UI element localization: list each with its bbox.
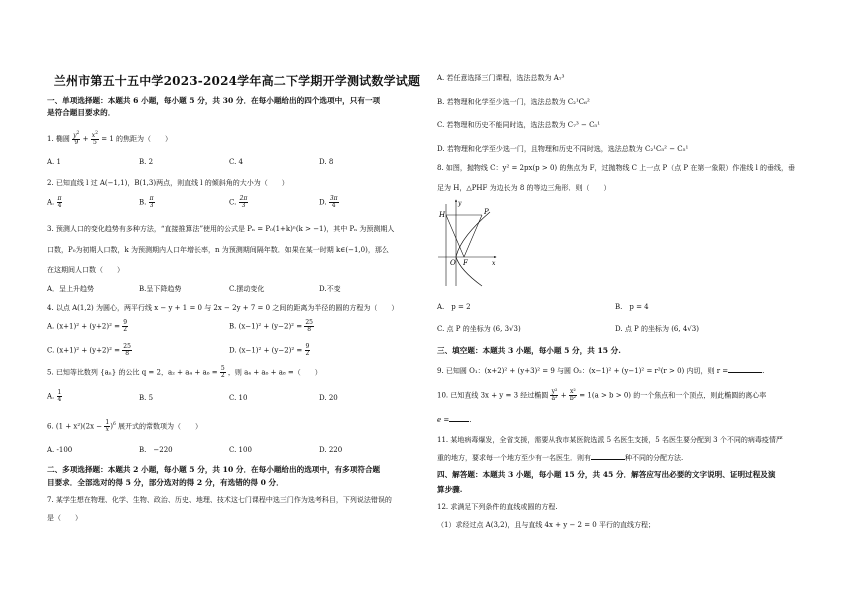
question-5: 5. 已知等比数列 {aₙ} 的公比 q = 2，a₂ + a₄ + a₆ = $\frac{5}{2}$ ，则 a₄ + a₆ + a₈ =（ ） bbox=[47, 365, 322, 379]
q1-suffix: 的焦距为（ ） bbox=[116, 135, 172, 143]
segment-hf bbox=[446, 215, 464, 257]
question-9: 9. 已知圆 O₁：(x+2)² + (y+3)² = 9 与圆 O₂：(x−1)² + (y−1)² = r²(r > 0) 内切，则 r = . bbox=[437, 367, 765, 375]
q7-option-a: A. 若任意选择三门课程，选法总数为 A₇³ bbox=[437, 74, 565, 82]
question-8-line-2: 足为 H，△PHF 为边长为 8 的等边三角形．则（ ） bbox=[437, 184, 611, 192]
q5-option-c: C. 10 bbox=[229, 394, 248, 402]
q2-option-c: C. $\frac{2\pi}{3}$ bbox=[229, 195, 248, 209]
question-8-line-1: 8. 如图，抛物线 C：y² = 2px(p > 0) 的焦点为 F，过抛物线 C 上一点 P（点 P 在第一象限）作准线 l 的垂线，垂 bbox=[437, 164, 796, 172]
q5-option-b: B. 5 bbox=[139, 394, 154, 402]
q3-option-b: B.呈下降趋势 bbox=[139, 285, 182, 293]
label-o: O bbox=[450, 259, 456, 267]
q6-option-c: C. 100 bbox=[229, 446, 252, 454]
parabola-curve bbox=[456, 212, 490, 286]
label-p: P bbox=[484, 208, 489, 216]
label-f: F bbox=[463, 259, 468, 267]
label-y: y bbox=[458, 200, 462, 207]
label-x: x bbox=[492, 260, 496, 267]
q4-option-d: D. (x−1)² + (y−2)² = $\frac{9}{2}$ bbox=[229, 343, 310, 357]
q4-option-c: C. (x+1)² + (y+2)² = $\frac{25}{8}$ bbox=[47, 343, 131, 357]
section-2-heading-cont: 目要求．全部选对的得 5 分，部分选对的得 2 分，有选错的得 0 分． bbox=[47, 478, 284, 487]
q5-option-d: D. 20 bbox=[319, 394, 338, 402]
question-2: 2. 已知直线 l 过 A(−1,1)，B(1,3)两点，则直线 l 的倾斜角的大小为（ ） bbox=[47, 179, 289, 187]
q3-option-a: A．呈上升趋势 bbox=[47, 285, 95, 293]
q1-fraction-1: $\frac{y^2}{9}$ bbox=[73, 131, 80, 146]
section-2-heading: 二、多项选择题：本题共 2 小题，每小题 5 分，共 10 分．在每小题给出的选项中，有多项符合题 bbox=[47, 465, 381, 474]
section-1-heading-cont: 是符合题目要求的． bbox=[47, 108, 116, 117]
q6-option-d: D. 220 bbox=[319, 446, 343, 454]
question-10-line-2: e = . bbox=[437, 416, 472, 424]
question-7-line-2: 是（ ） bbox=[47, 514, 82, 522]
q2-option-b: B. $\frac{\pi}{3}$ bbox=[139, 195, 154, 209]
q4-option-b: B. (x−1)² + (y−2)² = $\frac{25}{8}$ bbox=[229, 319, 313, 333]
q6-option-b: B. −220 bbox=[139, 446, 173, 454]
q1-prefix: 1. 椭圆 bbox=[47, 135, 70, 143]
q8-option-d: D. 点 P 的坐标为 (6, 4√3) bbox=[615, 325, 699, 333]
q7-option-c: C. 若物理和历史不能同时选，选法总数为 C₇³ − C₅¹ bbox=[437, 121, 601, 129]
question-3-line-2: 口数，P₀为初期人口数，k 为预测期内人口年增长率，n 为预测期间隔年数．如果在某一时期 k∈(−1,0)，那么 bbox=[47, 246, 389, 254]
section-3-heading: 三、填空题：本题共 3 小题，每小题 5 分，共 15 分. bbox=[437, 346, 621, 355]
q11-answer-blank bbox=[591, 453, 625, 460]
question-3-line-1: 3. 预测人口的变化趋势有多种方法，“直接推算法”使用的公式是 Pₙ = P₀(1+k)ⁿ(k > −1)，其中 Pₙ 为预测期人 bbox=[47, 225, 395, 233]
question-1: 1. 椭圆 $\frac{y^2}{9}$ + $\frac{x^2}{5}$ = 1 的焦距为（ ） bbox=[47, 131, 172, 146]
q1-option-c: C. 4 bbox=[229, 158, 244, 166]
question-4: 4. 以点 A(1,2) 为圆心，两平行线 x − y + 1 = 0 与 2x − 2y + 7 = 0 之间的距离为半径的圆的方程为（ ） bbox=[47, 304, 399, 312]
q8-option-a: A. p = 2 bbox=[437, 303, 471, 311]
q2-option-a: A. $\frac{\pi}{4}$ bbox=[47, 195, 62, 209]
q1-fraction-2: $\frac{x^2}{5}$ bbox=[91, 131, 98, 146]
question-11-line-2: 重的地方，要求每一个地方至少有一名医生．则有 种不同的分配方法. bbox=[437, 454, 684, 462]
section-1-heading: 一、单项选择题：本题共 6 小题，每小题 5 分，共 30 分．在每小题给出的四个选项中，只有一项 bbox=[47, 96, 381, 105]
question-10: 10. 已知直线 3x + y = 3 经过椭圆 $\frac{\text{y²}}{\text{a²}}$ + $\frac{\text{x²}}{\text{b²}}$ = 1(a > b > 0) 的一个焦点和一个顶点，则此椭圆的离心率 bbox=[437, 388, 767, 402]
question-12: 12. 求满足下列条件的直线或圆的方程. bbox=[437, 503, 558, 511]
q2-option-d: D. $\frac{3\pi}{4}$ bbox=[319, 195, 338, 209]
section-4-heading: 四、解答题：本题共 3 小题，每小题 15 分，共 45 分．解答应写出必要的文字说明、证明过程及演 bbox=[437, 470, 776, 479]
q10-answer-blank bbox=[449, 415, 469, 422]
q3-option-c: C.摆动变化 bbox=[229, 285, 265, 293]
parabola-figure bbox=[438, 198, 498, 288]
q7-option-b: B. 若物理和化学至少选一门，选法总数为 C₂¹C₆² bbox=[437, 98, 590, 106]
label-h: H bbox=[439, 211, 446, 219]
q6-option-a: A. -100 bbox=[47, 446, 73, 454]
question-12-part-1: （1）求经过点 A(3,2)，且与直线 4x + y − 2 = 0 平行的直线方程； bbox=[437, 521, 655, 529]
q4-option-a: A. (x+1)² + (y+2)² = $\frac{9}{2}$ bbox=[47, 319, 128, 333]
q8-option-c: C. 点 P 的坐标为 (6, 3√3) bbox=[437, 325, 521, 333]
q8-option-b: B. p = 4 bbox=[615, 303, 649, 311]
q9-answer-blank bbox=[728, 366, 762, 373]
question-6: 6. (1 + x²)(2x − $\frac{1}{x}$ )$^6$ 展开式的常数项为（ ） bbox=[47, 419, 203, 433]
question-7-line-1: 7. 某学生想在物理、化学、生物、政治、历史、地理、技术这七门课程中选三门作为选考科目，下列说法错误的 bbox=[47, 496, 392, 504]
q7-option-d: D. 若物理和化学至少选一门，且物理和历史不同时选，选法总数为 C₂¹C₅² − C₅¹ bbox=[437, 145, 689, 153]
question-11-line-1: 11. 某地病毒爆发，全省支援，需要从我市某医院选派 5 名医生支援，5 名医生要分配到 3 个不同的病毒疫情严 bbox=[437, 436, 783, 444]
q1-option-a: A. 1 bbox=[47, 158, 61, 166]
q1-option-b: B. 2 bbox=[139, 158, 154, 166]
question-3-line-3: 在这期间人口数（ ） bbox=[47, 266, 124, 274]
page-title: 兰州市第五十五中学2023-2024学年高二下学期开学测试数学试题 bbox=[53, 74, 421, 88]
q1-option-d: D. 8 bbox=[319, 158, 334, 166]
section-4-heading-cont: 算步骤. bbox=[437, 485, 463, 494]
q5-option-a: A. $\frac{1}{4}$ bbox=[47, 389, 62, 403]
q3-option-d: D.不变 bbox=[319, 285, 341, 293]
